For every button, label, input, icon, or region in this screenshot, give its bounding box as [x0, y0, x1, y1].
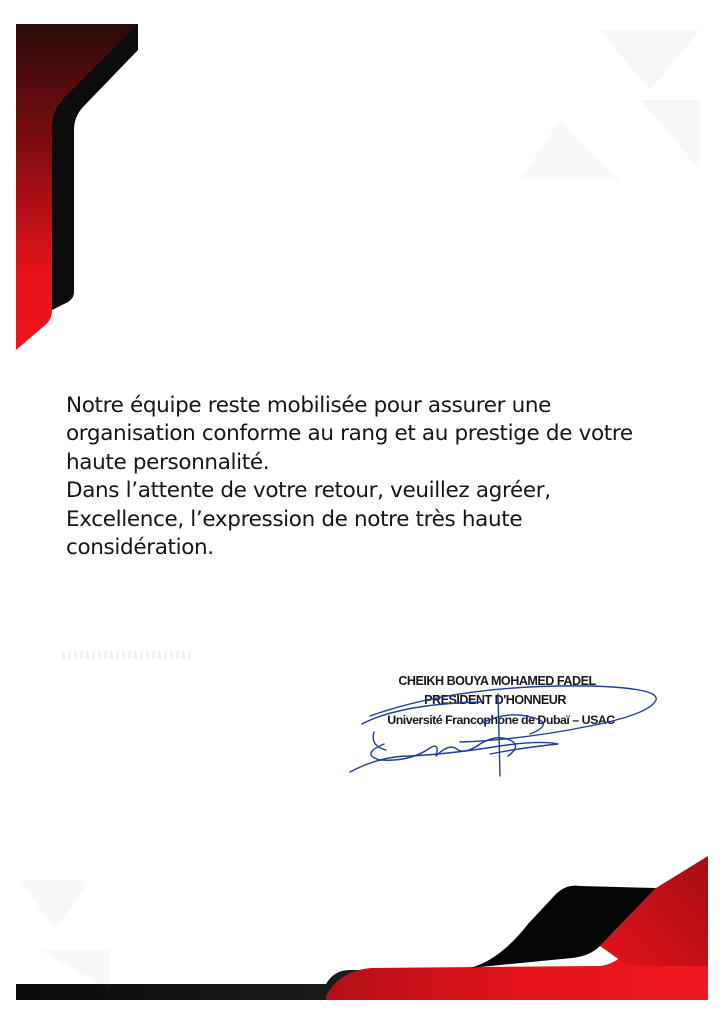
- letter-body: [66, 392, 666, 562]
- faint-watermark-strip: [62, 651, 192, 659]
- signatory-name: CHEIKH BOUYA MOHAMED FADEL: [398, 674, 596, 688]
- handwritten-signature: [340, 664, 670, 784]
- signatory-organization: Université Francophone de Dubaï – USAC: [387, 713, 615, 727]
- letter-paragraph-1: Notre équipe reste mobilisée pour assurer une organisation conforme au rang et au prestige de votre haute personnalité.: [66, 393, 633, 475]
- letter-paragraph-2: Dans l’attente de votre retour, veuillez agréer, Excellence, l’expression de notre très haute considération.: [66, 478, 551, 561]
- signature-block: [340, 664, 670, 784]
- signatory-title: PRESIDENT D'HONNEUR: [424, 693, 566, 707]
- top-left-ribbon-red: [16, 24, 138, 350]
